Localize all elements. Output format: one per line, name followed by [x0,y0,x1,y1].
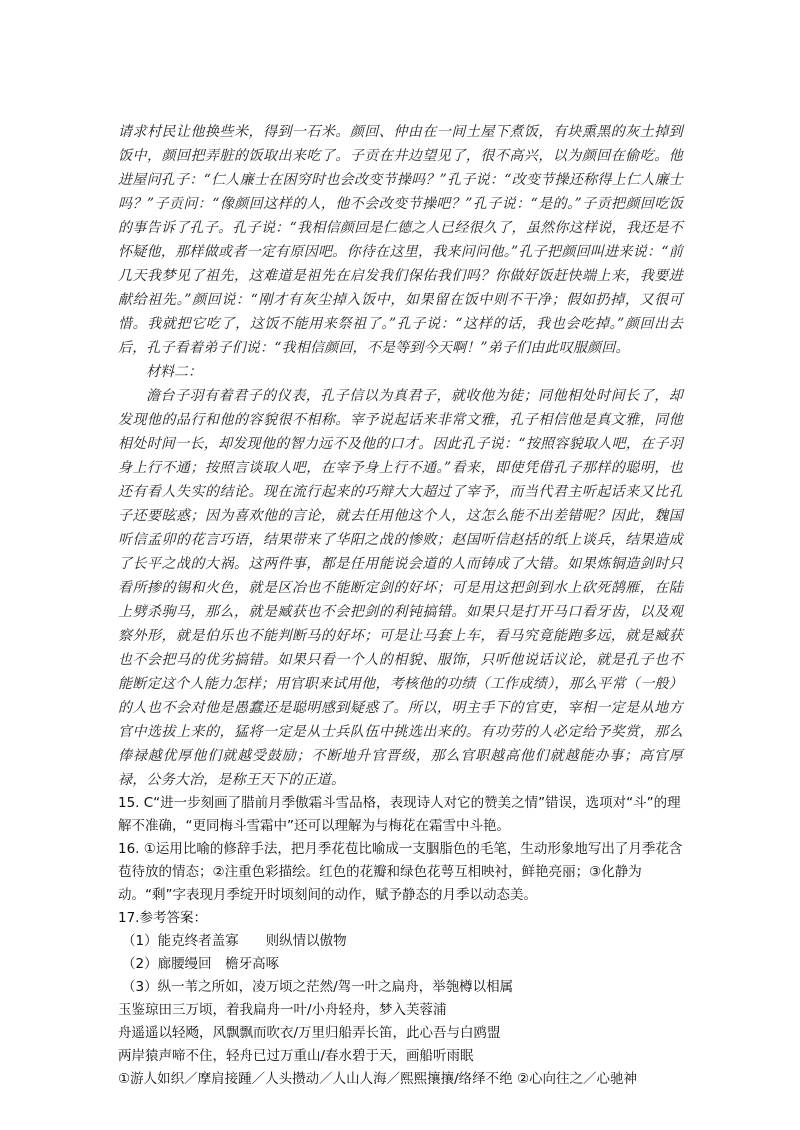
material-one-text: 请求村民让他换些米，得到一石米。颜回、仲由在一间土屋下煮饭，有块熏黑的灰土掉到饭中，颜回把弄脏的饭取出来吃了。子贡在井边望见了，很不高兴，以为颜回在偷吃。他进屋问孔子：“仁人廉士在困穷时也会改变节操吗？”孔子说：“改变节操还称得上仁人廉士吗？”子贡问：“像颜回这样的人，他不会改变节操吧？”孔子说：“是的。”子贡把颜回吃饭的事告诉了孔子。孔子说：“我相信颜回是仁德之人已经很久了，虽然你这样说，我还是不怀疑他，那样做或者一定有原因吧。你待在这里，我来问问他。”孔子把颜回叫进来说：“前几天我梦见了祖先，这难道是祖先在启发我们保佑我们吗？你做好饭赶快端上来，我要进献给祖先。”颜回说：“刚才有灰尘掉入饭中，如果留在饭中则不干净；假如扔掉，又很可惜。我就把它吃了，这饭不能用来祭祖了。”孔子说：“这样的话，我也会吃掉。”颜回出去后，孔子看着弟子们说：“我相信颜回，不是等到今天啊！”弟子们由此叹服颜回。 [118,124,683,356]
answer-17-part-3-line-2: 玉鉴琼田三万顷，着我扁舟一叶/小舟轻舟，梦入芙蓉浦 [118,1002,447,1018]
answer-17-part-1: （1）能克终者盖寡 则纵情以傲物 [122,933,347,949]
document-page [118,120,683,1091]
answer-17-part-3-line-4: 两岸猿声啼不住，轻舟已过万重山/春水碧于天，画船听雨眠 [118,1048,474,1064]
answer-17-title: 17.参考答案： [118,910,207,926]
answer-17-part-3: （3）纵一苇之所如，凌万顷之茫然/驾一叶之扁舟，举匏樽以相属 [122,979,514,995]
answer-17-part-4: ①游人如织／摩肩接踵／人头攒动／人山人海／熙熙攘攘/络绎不绝 ②心向往之／心驰神 [118,1071,638,1087]
material-two-text: 澹台子羽有着君子的仪表，孔子信以为真君子，就收他为徒；同他相处时间长了，却发现他的品行和他的容貌很不相称。宰予说起话来非常文雅，孔子相信他是真文雅，同他相处时间一长，却发现他的智力远不及他的口才。因此孔子说：“按照容貌取人吧，在子羽身上行不通；按照言谈取人吧，在宰予身上行不通。”看来，即使凭借孔子那样的聪明，也还有看人失实的结论。现在流行起来的巧辩大大超过了宰予，而当代君主听起话来又比孔子还要眩惑；因为喜欢他的言论，就去任用他这个人，这怎么能不出差错呢？因此，魏国听信孟卯的花言巧语，结果带来了华阳之战的惨败；赵国听信赵括的纸上谈兵，结果造成了长平之战的大祸。这两件事，都是任用能说会道的人而铸成了大错。如果炼铜造剑时只看所掺的锡和火色，就是区冶也不能断定剑的好坏；可是用这把剑到水上砍死鹄雁，在陆上劈杀驹马，那么，就是臧获也不会把剑的利钝搞错。如果只是打开马口看牙齿，以及观察外形，就是伯乐也不能判断马的好坏；可是让马套上车，看马究竟能跑多远，就是臧获也不会把马的优劣搞错。如果只看一个人的相貌、服饰，只听他说话议论，就是孔子也不能断定这个人能力怎样；用官职来试用他，考核他的功绩（工作成绩），那么平常（一般）的人也不会对他是愚蠢还是聪明感到疑惑了。所以，明主手下的官吏，宰相一定是从地方官中选拔上来的，猛将一定是从士兵队伍中挑选出来的。有功劳的人必定给予奖赏，那么俸禄越优厚他们就越受鼓励；不断地升官晋级，那么官职越高他们就越能办事；高官厚禄，公务大治，是称王天下的正道。 [118,388,683,788]
answer-15: 15. C“进一步刻画了腊前月季傲霜斗雪品格，表现诗人对它的赞美之情”错误，选项对“斗”的理解不准确，“更同梅斗雪霜中”还可以理解为与梅花在霜雪中斗艳。 [118,795,681,834]
answer-17-part-3-line-3: 舟遥遥以轻飏，风飘飘而吹衣/万里归船弄长笛，此心吾与白鸥盟 [118,1025,501,1041]
material-two-heading: 材料二： [146,364,202,380]
answer-16: 16. ①运用比喻的修辞手法，把月季花苞比喻成一支胭脂色的毛笔，生动形象地写出了月季花含苞待放的情态；②注重色彩描绘。红色的花瓣和绿色花萼互相映衬，鲜艳亮丽；③化静为动。“剩”字表现月季绽开时顷刻间的动作，赋予静态的月季以动态美。 [118,841,683,903]
answer-17-part-2: （2）廊腰缦回 檐牙高啄 [122,956,280,972]
